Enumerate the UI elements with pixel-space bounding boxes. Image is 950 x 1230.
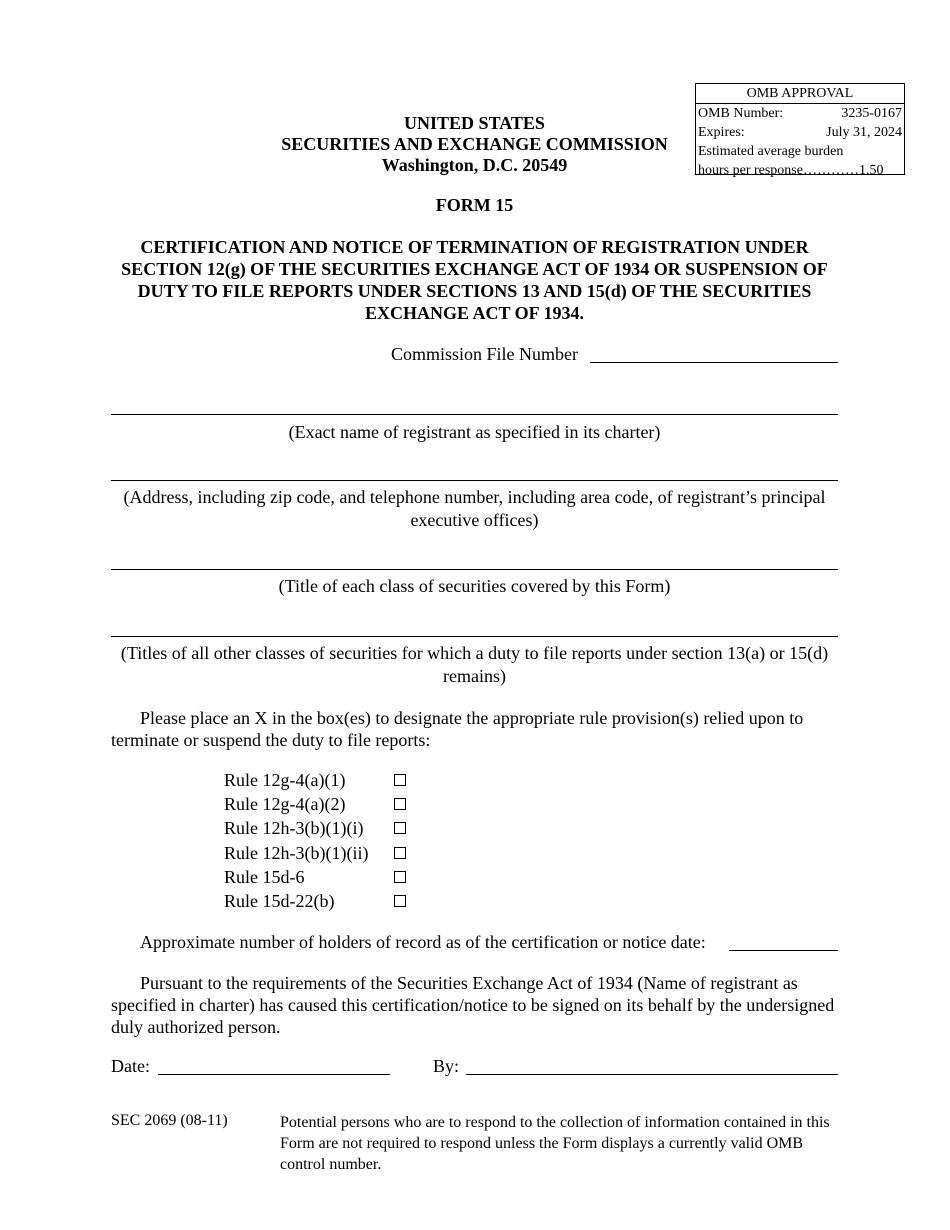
rule-checklist bbox=[224, 768, 406, 913]
header-line-1: UNITED STATES bbox=[404, 113, 545, 133]
rule-label: Rule 15d-22(b) bbox=[224, 890, 335, 911]
rule-label: Rule 12g-4(a)(2) bbox=[224, 794, 346, 815]
registrant-name-caption: (Exact name of registrant as specified in its charter) bbox=[288, 422, 661, 442]
rule-checkbox[interactable] bbox=[394, 847, 406, 859]
other-classes-caption: (Titles of all other classes of securities for which a duty to file reports under section 13(a) or 15(d) remains) bbox=[120, 643, 829, 686]
rule-row bbox=[224, 841, 406, 865]
other-classes-field[interactable] bbox=[111, 636, 838, 637]
commission-file-number-field[interactable] bbox=[590, 362, 838, 363]
registrant-name-field[interactable] bbox=[111, 414, 838, 415]
rule-label: Rule 15d-6 bbox=[224, 866, 305, 887]
date-field[interactable] bbox=[158, 1074, 390, 1075]
form-title: FORM 15 bbox=[435, 195, 514, 215]
commission-file-number-label: Commission File Number bbox=[391, 344, 579, 364]
omb-control-notice: Potential persons who are to respond to the collection of information contained in this Form are not required to respond unless the Form displays a currently valid OMB control number. bbox=[280, 1114, 830, 1173]
omb-number-value: 3235-0167 bbox=[841, 106, 902, 121]
by-signature-field[interactable] bbox=[466, 1074, 838, 1075]
pursuant-text: Pursuant to the requirements of the Securities Exchange Act of 1934 (Name of registrant as specified in charter) has caused this certification/notice to be signed on its behalf by the undersigned duly authorized person. bbox=[111, 973, 835, 1037]
holders-label: Approximate number of holders of record as of the certification or notice date: bbox=[140, 932, 706, 952]
rule-checkbox[interactable] bbox=[394, 798, 406, 810]
rule-label: Rule 12h-3(b)(1)(i) bbox=[224, 818, 364, 839]
rule-row bbox=[224, 792, 406, 816]
omb-expires-label: Expires: bbox=[698, 125, 745, 140]
main-title: CERTIFICATION AND NOTICE OF TERMINATION OF REGISTRATION UNDER SECTION 12(g) OF THE SECURITIES EXCHANGE ACT OF 1934 OR SUSPENSION OF DUTY TO FILE REPORTS UNDER SECTIONS 13 AND 15(d) OF THE SECURITIES EXCHANGE ACT OF 1934. bbox=[121, 237, 828, 323]
rule-row bbox=[224, 768, 406, 792]
omb-number-label: OMB Number: bbox=[698, 106, 784, 121]
rule-checkbox[interactable] bbox=[394, 895, 406, 907]
omb-burden-line1: Estimated average burden bbox=[698, 144, 844, 159]
holders-field[interactable] bbox=[729, 950, 838, 951]
instruction-text: Please place an X in the box(es) to designate the appropriate rule provision(s) relied upon to terminate or suspend the duty to file reports: bbox=[111, 708, 804, 750]
rule-row bbox=[224, 816, 406, 840]
rule-checkbox[interactable] bbox=[394, 822, 406, 834]
by-label: By: bbox=[433, 1056, 460, 1076]
omb-expires-value: July 31, 2024 bbox=[826, 125, 902, 140]
header-line-2: SECURITIES AND EXCHANGE COMMISSION bbox=[281, 134, 668, 154]
omb-title: OMB APPROVAL bbox=[696, 84, 904, 104]
form-code: SEC 2069 (08-11) bbox=[111, 1112, 228, 1129]
address-field[interactable] bbox=[111, 480, 838, 481]
address-caption: (Address, including zip code, and telephone number, including area code, of registrant’s principal executive offices) bbox=[123, 487, 826, 530]
rule-label: Rule 12g-4(a)(1) bbox=[224, 770, 346, 790]
date-label: Date: bbox=[111, 1056, 150, 1076]
rule-checkbox[interactable] bbox=[394, 871, 406, 883]
omb-burden-line2: hours per response…………1.50 bbox=[698, 163, 884, 178]
header-line-3: Washington, D.C. 20549 bbox=[381, 155, 568, 175]
rule-row bbox=[224, 865, 406, 889]
securities-class-caption: (Title of each class of securities covered by this Form) bbox=[278, 576, 671, 596]
rule-label: Rule 12h-3(b)(1)(ii) bbox=[224, 842, 369, 863]
agency-header bbox=[111, 113, 838, 176]
rule-row bbox=[224, 889, 406, 913]
securities-class-field[interactable] bbox=[111, 569, 838, 570]
rule-checkbox[interactable] bbox=[394, 774, 406, 786]
